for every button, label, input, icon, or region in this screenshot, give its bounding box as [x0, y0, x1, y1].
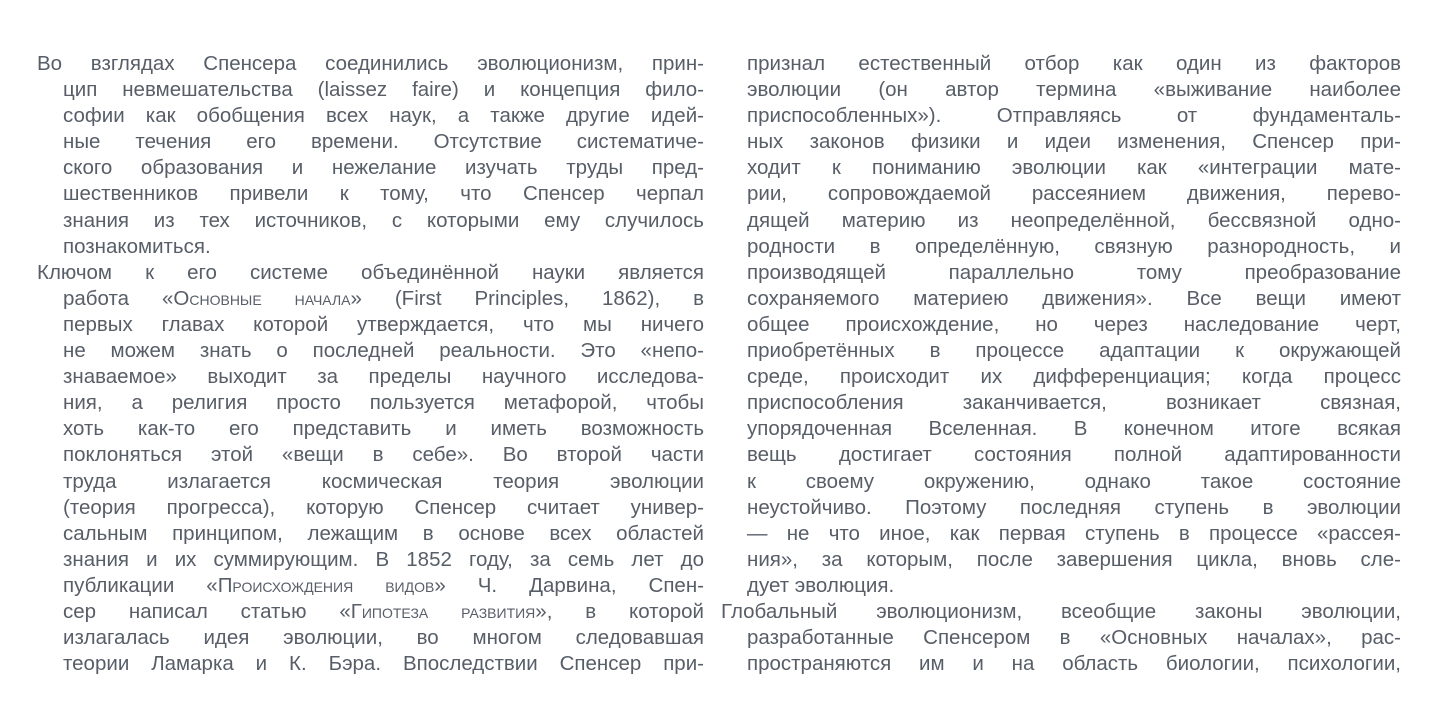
- text-segment: софии как обобщения всех наук, а также другие идей-: [63, 104, 704, 128]
- text-segment: ходит к пониманию эволюции как «интеграции мате-: [747, 156, 1401, 180]
- text-segment: ные течения его времени. Отсутствие систематиче-: [63, 130, 704, 154]
- text-line: [37, 129, 704, 155]
- text-segment: знания из тех источников, с которыми ему случилось: [63, 208, 704, 232]
- text-line: [721, 495, 1401, 521]
- text-line: [721, 208, 1401, 234]
- text-segment: рии, сопровождаемой рассеянием движения, перево-: [747, 182, 1401, 206]
- text-line: [721, 260, 1401, 286]
- text-segment: труда излагается космическая теория эволюции: [63, 469, 704, 493]
- text-line: [37, 51, 704, 77]
- text-line: [721, 234, 1401, 260]
- text-line: [37, 234, 704, 260]
- text-line: [37, 286, 704, 312]
- text-line: [721, 651, 1401, 677]
- text-line: [37, 416, 704, 442]
- text-segment: Глобальный эволюционизм, всеобщие законы эволюции,: [721, 599, 1401, 623]
- text-segment: ных законов физики и идеи изменения, Спенсер при-: [747, 130, 1401, 154]
- text-line: [37, 573, 704, 599]
- text-segment: разработанные Спенсером в «Основных началах», рас-: [747, 626, 1401, 650]
- text-segment: пространяются им и на область биологии, психологии,: [747, 652, 1401, 676]
- text-segment: не можем знать о последней реальности. Это «непо-: [63, 339, 704, 363]
- text-line: [37, 547, 704, 573]
- text-segment: сер написал статью «: [63, 599, 351, 623]
- text-line: [721, 416, 1401, 442]
- text-segment: признал естественный отбор как один из факторов: [747, 52, 1401, 75]
- text-line: [37, 181, 704, 207]
- text-segment: приспособленных»). Отправляясь от фундаменталь-: [747, 104, 1401, 128]
- text-segment: неустойчиво. Поэтому последняя ступень в эволюции: [747, 495, 1401, 519]
- small-caps-work-title: Гипотеза развития: [350, 599, 536, 623]
- text-segment: ния», за которым, после завершения цикла, вновь сле-: [747, 547, 1401, 571]
- text-segment: », в которой: [535, 599, 704, 623]
- text-line: [721, 51, 1401, 77]
- text-segment: теории Ламарка и К. Бэра. Впоследствии Спенсер при-: [63, 652, 704, 676]
- text-segment: эволюции (он автор термина «выживание наиболее: [747, 78, 1401, 102]
- text-line: [721, 312, 1401, 338]
- text-segment: вещь достигает состояния полной адаптированности: [747, 443, 1401, 467]
- text-segment: ния, а религия просто пользуется метафорой, чтобы: [63, 391, 704, 415]
- text-segment: Во взглядах Спенсера соединились эволюционизм, прин-: [37, 52, 704, 75]
- text-line: [721, 155, 1401, 181]
- text-segment: среде, происходит их дифференциация; когда процесс: [747, 365, 1401, 389]
- text-segment: познакомиться.: [63, 234, 211, 258]
- text-segment: упорядоченная Вселенная. В конечном итоге всякая: [747, 417, 1401, 441]
- text-line: [37, 103, 704, 129]
- text-segment: поклоняться этой «вещи в себе». Во второй части: [63, 443, 704, 467]
- text-segment: цип невмешательства (laissez faire) и концепция фило-: [63, 78, 704, 102]
- text-line: [37, 260, 704, 286]
- text-segment: Ключом к его системе объединённой науки является: [37, 260, 704, 284]
- text-line: [37, 625, 704, 651]
- text-segment: излагалась идея эволюции, во многом следовавшая: [63, 626, 704, 650]
- text-line: [721, 77, 1401, 103]
- text-segment: » Ч. Дарвина, Спен-: [434, 573, 704, 597]
- text-line: [721, 181, 1401, 207]
- text-segment: первых главах которой утверждается, что мы ничего: [63, 312, 704, 336]
- text-segment: хоть как-то его представить и иметь возможность: [63, 417, 704, 441]
- text-segment: общее происхождение, но через наследование черт,: [747, 312, 1401, 336]
- text-segment: публикации «: [63, 573, 218, 597]
- text-segment: родности в определённую, связную разнородность, и: [747, 234, 1401, 258]
- text-segment: (теория прогресса), которую Спенсер считает универ-: [63, 495, 704, 519]
- text-segment: производящей параллельно тому преобразование: [747, 260, 1401, 284]
- text-segment: дящей материю из неопределённой, бессвязной одно-: [747, 208, 1401, 232]
- text-line: [721, 469, 1401, 495]
- text-line: [721, 103, 1401, 129]
- text-line: [37, 599, 704, 625]
- text-line: [37, 208, 704, 234]
- text-line: [37, 651, 704, 677]
- text-segment: — не что иное, как первая ступень в процессе «рассея-: [747, 521, 1401, 545]
- text-segment: » (First Principles, 1862), в: [350, 286, 704, 310]
- text-segment: знания и их суммирующим. В 1852 году, за семь лет до: [63, 547, 704, 571]
- text-segment: ского образования и нежелание изучать труды пред-: [63, 156, 704, 180]
- text-line: [37, 442, 704, 468]
- text-segment: шественников привели к тому, что Спенсер черпал: [63, 182, 704, 206]
- text-segment: знаваемое» выходит за пределы научного исследова-: [63, 365, 704, 389]
- text-line: [37, 469, 704, 495]
- text-line: [721, 442, 1401, 468]
- text-line: [721, 547, 1401, 573]
- text-line: [721, 573, 1401, 599]
- text-line: [721, 625, 1401, 651]
- text-segment: сохраняемого материею движения». Все вещи имеют: [747, 286, 1401, 310]
- text-column-left: [37, 51, 704, 677]
- text-line: [37, 338, 704, 364]
- text-line: [721, 338, 1401, 364]
- text-line: [37, 77, 704, 103]
- text-segment: к своему окружению, однако такое состояние: [747, 469, 1401, 493]
- small-caps-work-title: Происхождения видов: [217, 573, 435, 597]
- text-line: [37, 521, 704, 547]
- text-segment: приспособления заканчивается, возникает связная,: [747, 391, 1401, 415]
- text-line: [37, 155, 704, 181]
- text-line: [721, 390, 1401, 416]
- text-segment: дует эволюция.: [747, 573, 895, 597]
- text-line: [721, 364, 1401, 390]
- small-caps-work-title: Основные начала: [173, 286, 351, 310]
- text-segment: сальным принципом, лежащим в основе всех областей: [63, 521, 704, 545]
- text-column-right: [721, 51, 1401, 677]
- text-line: [721, 286, 1401, 312]
- text-line: [721, 521, 1401, 547]
- text-line: [37, 364, 704, 390]
- text-segment: работа «: [63, 286, 174, 310]
- text-line: [721, 599, 1401, 625]
- text-line: [37, 312, 704, 338]
- text-line: [37, 495, 704, 521]
- text-line: [721, 129, 1401, 155]
- text-line: [37, 390, 704, 416]
- text-segment: приобретённых в процессе адаптации к окружающей: [747, 339, 1401, 363]
